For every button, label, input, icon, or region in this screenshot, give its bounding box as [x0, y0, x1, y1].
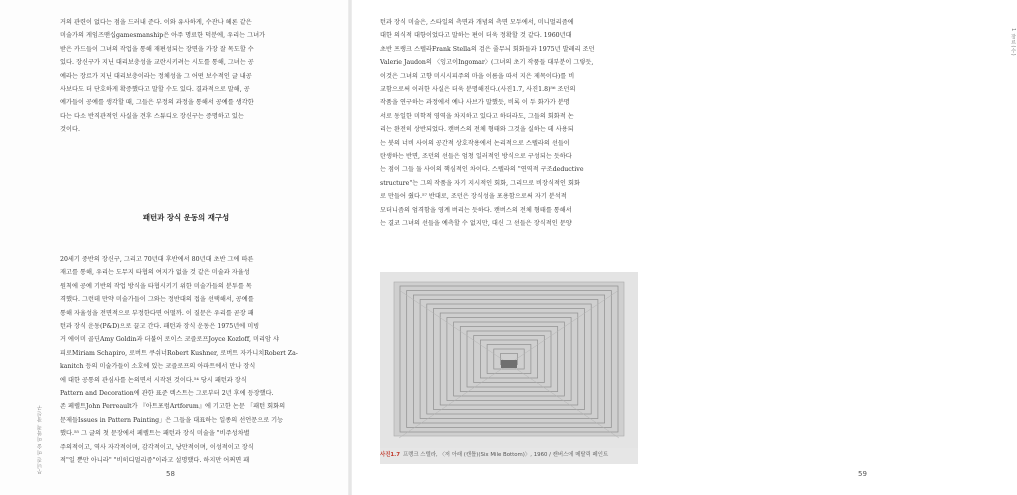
text-line: 있다. 장신구가 지닌 대리보충성을 교란시키려는 시도를 통해, 그녀는 공 — [60, 59, 254, 67]
text-line: 통해 자율성을 전면적으로 부정한다면 어떨까. 이 질문은 우리를 곧장 패 — [60, 309, 254, 317]
left-running-head: 무너진 미술 미학적 장신구 — [37, 405, 43, 475]
text-line: 에 대한 공통의 관심사를 논의면서 시작된 것이다.⁵⁴ 당시 패턴과 장식 — [60, 376, 247, 384]
text-line: 존 페렐트John Perreault가 『아트포럼Artforum』에 기고한 논문 「패턴 회화의 — [60, 403, 286, 411]
text-line: 턴과 장식 운동(P&D)으로 끌고 간다. 패턴과 장식 운동은 1975년에 미빙 — [60, 323, 260, 331]
text-line: kanitch 등의 미술가들이 소호에 있는 코즐로프의 아파트에서 만나 장식 — [60, 363, 256, 371]
text-line: 재고를 통해, 우리는 도무지 타협의 여지가 없을 것 같은 미술과 자율성 — [60, 269, 250, 277]
painting-canvas — [394, 282, 624, 436]
text-line: 교함으로써 이러한 사실은 더욱 분명해진다.(사진1.7, 사진1.8)⁵⁶ 조던의 — [380, 86, 576, 94]
text-line: 턴과 장식 미술은, 스타일의 측면과 개념의 측면 모두에서, 미니멀리즘에 — [380, 19, 574, 26]
text-line: 20세기 중반의 장신구, 그리고 70년대 후반에서 80년대 초반 그에 따른 — [60, 256, 254, 263]
right-running-head: 1 장르(수) — [1010, 28, 1016, 57]
book-gutter — [348, 0, 352, 495]
section-heading: 패턴과 장식 운동의 재구성 — [142, 213, 230, 222]
text-line: 문제들Issues in Pattern Painting」은 그들을 대표하는 일종의 선언문으로 기능 — [60, 416, 284, 424]
text-line: Pattern and Decoration에 관한 표준 텍스트는 그로부터 2년 후에 등장했다. — [60, 390, 274, 398]
left-page-body-paragraph — [60, 253, 312, 468]
text-line: 대한 의식적 대항이었다고 말하는 편이 더욱 정확할 것 같다. 1960년대 — [380, 32, 572, 40]
text-line: structure"는 그의 작품을 자기 지시적인 회화, 그리므로 비장식적인 회화 — [380, 179, 581, 187]
text-line: Valerie Jaudon의 〈잉고이Ingomar〉(그녀의 초기 작품들 대부분이 그렇듯, — [380, 59, 594, 67]
text-line: 이것은 그녀의 고향 미시시피주의 마을 이름을 따서 지은 제목이다)를 비 — [380, 72, 575, 80]
figure-caption-text: 프랭크 스텔라, 〈저 아래 (캔틀)(Six Mile Bottom)〉, 1960 / 캔버스에 메탈릭 페인트 — [402, 452, 609, 458]
stripe-painting-image — [380, 272, 638, 448]
text-line: 것이다. — [60, 126, 80, 134]
text-line: 했다.⁵⁵ 그 글의 첫 문장에서 페렐트는 패턴과 장식 미술을 "비주성차별 — [60, 430, 250, 438]
text-line: 받은 카드들이 그녀의 작업을 통해 재편성되는 장면을 가장 잘 목도할 수 — [60, 45, 254, 53]
text-line: 거 에이미 골딘Amy Goldin과 더불어 로이스 코즐로프Joyce Kozloff, 미리암 샤 — [60, 336, 279, 344]
text-line: 는 붓의 너비 사이의 공간적 상호작용에서 논리적으로 스텔라의 선들이 — [380, 139, 570, 147]
text-line: 리는 완전히 상반되었다. 캔버스의 전체 형태와 그것을 실하는 데 사용되 — [380, 126, 574, 134]
text-line: 초반 프랭크 스텔라Frank Stella의 검은 줄무늬 회화들과 1975년 발레리 조던 — [380, 45, 595, 53]
text-line: 서로 동일한 미학적 영역을 차지하고 있다고 하더라도, 그들의 회화적 논 — [380, 112, 574, 120]
text-line: 원칙에 공예 기반의 작업 방식을 타협시키기 위한 미술가들의 분투를 목 — [60, 282, 252, 290]
figure-caption — [380, 450, 650, 458]
text-line: 는 점이 그들 둘 사이의 핵심적인 차이다. 스텔라의 "연역적 구조deductive — [380, 166, 584, 174]
text-line: 예가들이 공예를 생각할 때, 그들은 부정의 과정을 통해서 공예를 생각한 — [60, 99, 254, 107]
right-page-top-paragraph — [380, 16, 638, 231]
text-line: 다는 다소 반직관적인 사실을 견후 스튜디오 장신구는 증명하고 있는 — [60, 112, 244, 120]
text-line: 격했다. 그런데 만약 미술가들이 그와는 정반대의 접을 선택해서, 공예를 — [60, 296, 254, 304]
figure-stella-painting — [380, 272, 638, 464]
text-line: 주의적이고, 역사 자각적이며, 감각적이고, 낭만적이며, 이성적이고 장식 — [60, 443, 254, 451]
text-line: 예라는 장르가 지닌 대리보충이라는 정체성을 그 어떤 보수적인 글 내공 — [60, 72, 252, 80]
text-line: 모더니즘의 엄격함을 영계 버리는 듯하다. 캔버스의 전체 형태를 통해서 — [380, 206, 572, 214]
left-page-number: 58 — [166, 470, 175, 478]
text-line: 미술가의 게임즈맨십gamesmanship은 아주 명료한 덕분에, 우리는 그녀가 — [60, 32, 266, 40]
text-line: 적"일 뿐만 아니라" "비히디멀리즘"이라고 설명했다. 하지만 어쩌면 패 — [60, 457, 250, 465]
text-line: 로 만들어 줬다.⁵⁷ 반대로, 조던은 장식성을 포용함으로써 자기 분석적 — [380, 193, 567, 201]
figure-caption-label: 사진1.7 — [380, 452, 400, 458]
left-page-top-paragraph — [60, 16, 312, 137]
painting-center — [501, 360, 517, 368]
text-line: 거의 관련이 없다는 점을 드러내 준다. 이와 유사하게, 수잔나 헤론 같은 — [60, 19, 252, 26]
right-page-number: 59 — [858, 470, 867, 478]
text-line: 피로Miriam Schapiro, 로버트 쿠쉬너Robert Kushner, 로버트 자카니치Robert Za- — [60, 349, 298, 357]
left-page — [0, 0, 350, 495]
text-line: 탄생하는 반면, 조던의 선들은 엄청 일러적인 방식으로 구성되는 듯하다 — [380, 153, 572, 161]
text-line: 작품을 연구하는 과정에서 예나 사브가 말했듯, 비록 이 두 화가가 분명 — [380, 99, 570, 107]
text-line: 사보다도 더 단호하게 확증했다고 말할 수도 있다. 결과적으로 말해, 공 — [60, 86, 250, 94]
text-line: 는 결코 그녀의 선들을 예측할 수 없지만, 대신 그 선들은 장식적인 문양 — [380, 220, 572, 228]
